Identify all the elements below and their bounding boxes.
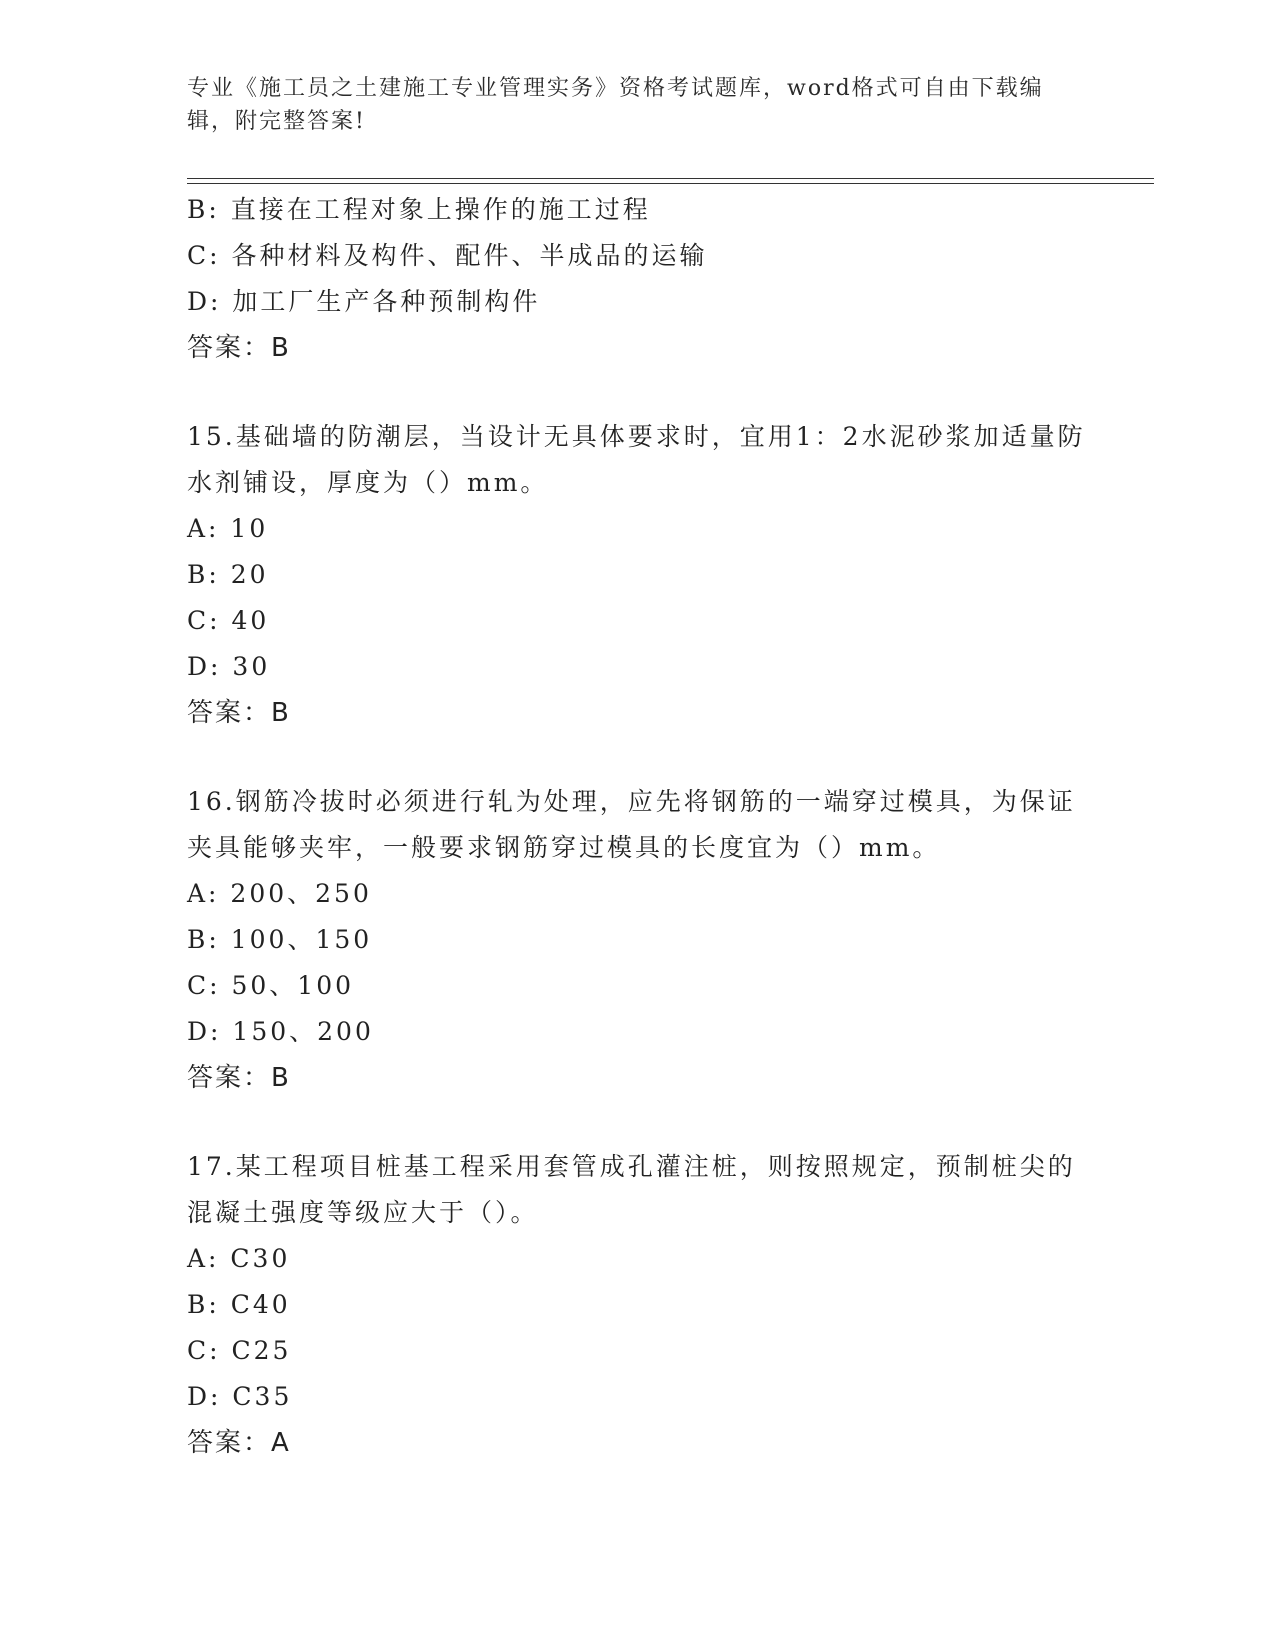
option-c: C: C25 — [187, 1336, 292, 1365]
document-body — [187, 187, 1087, 1466]
question-17 — [187, 1144, 1087, 1466]
option-b: B: 20 — [187, 560, 269, 589]
page-header: 专业《施工员之土建施工专业管理实务》资格考试题库，word格式可自由下载编辑，附完整答案! — [187, 76, 1044, 134]
question-stem: 15.基础墙的防潮层，当设计无具体要求时，宜用1：2水泥砂浆加适量防水剂铺设，厚度为（）mm。 — [187, 422, 1086, 497]
option-d: D: 30 — [187, 652, 271, 681]
option-a: A: 200、250 — [187, 879, 372, 908]
question-stem: 17.某工程项目桩基工程采用套管成孔灌注桩，则按照规定，预制桩尖的混凝土强度等级应大于（）。 — [187, 1152, 1076, 1227]
option-b: B: 100、150 — [187, 925, 373, 954]
option-c: C: 40 — [187, 606, 270, 635]
answer: 答案：B — [187, 1063, 291, 1093]
question-stem: 16.钢筋冷拔时必须进行轧为处理，应先将钢筋的一端穿过模具，为保证夹具能够夹牢，一般要求钢筋穿过模具的长度宜为（）mm。 — [187, 787, 1076, 862]
answer: 答案：B — [187, 333, 291, 363]
question-15 — [187, 414, 1087, 736]
option-a: A: C30 — [187, 1244, 291, 1273]
option-c: C: 各种材料及构件、配件、半成品的运输 — [187, 241, 708, 270]
option-d: D: 加工厂生产各种预制构件 — [187, 287, 541, 316]
header-divider — [187, 178, 1154, 184]
answer: 答案：A — [187, 1428, 291, 1458]
option-a: A: 10 — [187, 514, 269, 543]
question-16 — [187, 779, 1087, 1101]
option-b: B: C40 — [187, 1290, 291, 1319]
option-c: C: 50、100 — [187, 971, 355, 1000]
option-d: D: 150、200 — [187, 1017, 374, 1046]
prev-question-options — [187, 187, 1087, 371]
option-b: B: 直接在工程对象上操作的施工过程 — [187, 195, 651, 224]
answer: 答案：B — [187, 698, 291, 728]
option-d: D: C35 — [187, 1382, 293, 1411]
